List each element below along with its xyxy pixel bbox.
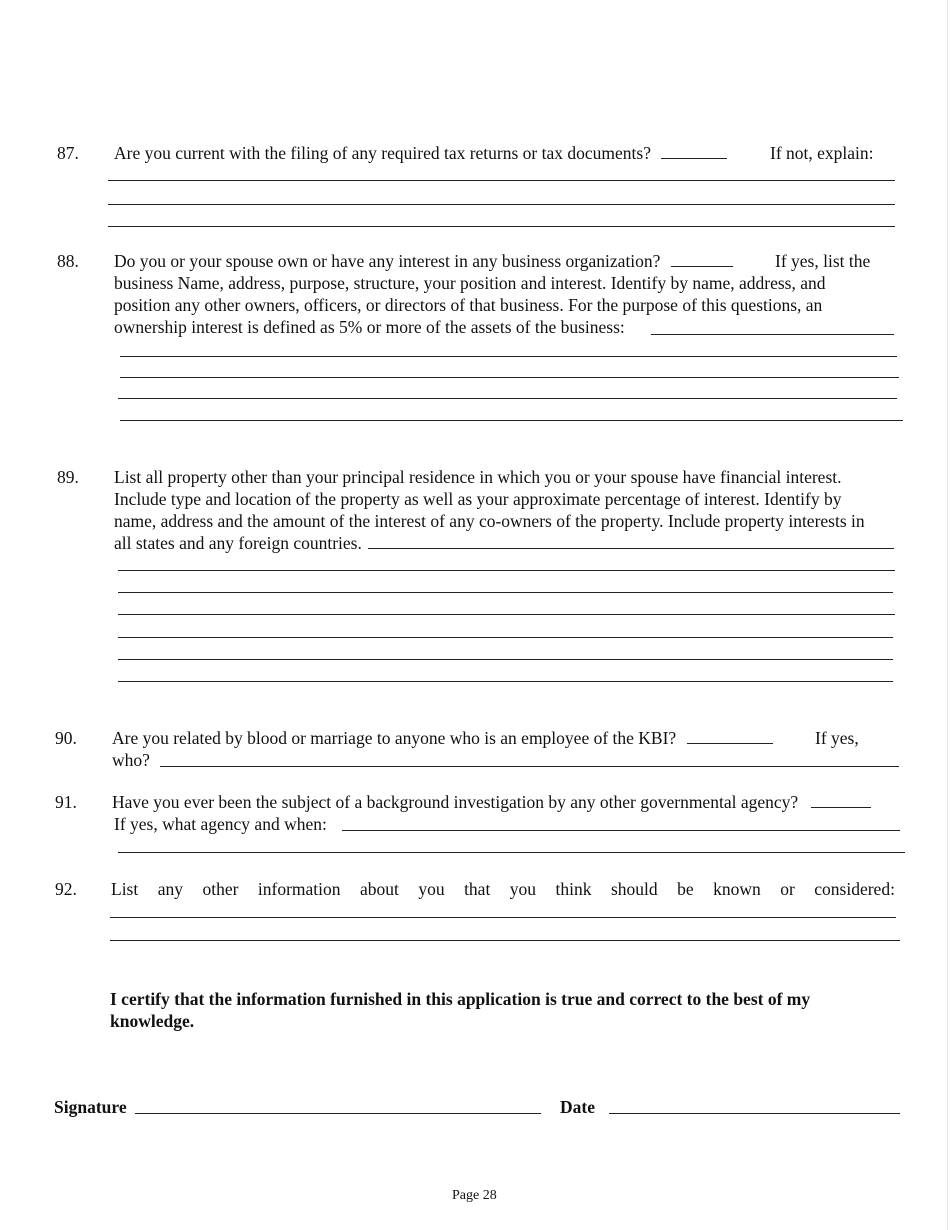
certification-line-2: knowledge. (110, 1011, 195, 1031)
answer-line-87-3[interactable] (108, 226, 895, 227)
answer-blank-87[interactable] (661, 144, 727, 159)
answer-blank-88[interactable] (671, 252, 733, 267)
question-number-92: 92. (55, 879, 77, 899)
question-89-line-3: name, address and the amount of the interest of any co-owners of the property. Include property interests in (114, 511, 865, 531)
answer-line-92-2[interactable] (110, 940, 900, 941)
certification-line-1: I certify that the information furnished in this application is true and correct to the best of my (110, 989, 811, 1009)
signature-label: Signature (54, 1097, 127, 1117)
answer-line-92-1[interactable] (110, 917, 896, 918)
question-90-text: Are you related by blood or marriage to anyone who is an employee of the KBI? (112, 728, 773, 750)
question-89-line-2: Include type and location of the property as well as your approximate percentage of interest. Identify by (114, 489, 842, 509)
answer-line-89-4[interactable] (118, 637, 893, 638)
question-88-line-3: position any other owners, officers, or directors of that business. For the purpose of this questions, an (114, 295, 823, 315)
question-88-line-4: ownership interest is defined as 5% or more of the assets of the business: (114, 317, 625, 337)
question-89-line-4: all states and any foreign countries. (114, 533, 362, 553)
answer-line-89-inline[interactable] (368, 548, 894, 549)
answer-line-88-inline[interactable] (651, 334, 894, 335)
question-91-text: Have you ever been the subject of a background investigation by any other governmental agency? (112, 792, 871, 814)
answer-line-89-2[interactable] (118, 592, 893, 593)
date-label: Date (560, 1097, 595, 1117)
question-87-trailer: If not, explain: (770, 143, 874, 163)
question-88-line-1: Do you or your spouse own or have any interest in any business organization? (114, 251, 733, 273)
question-88-trailer: If yes, list the (775, 251, 871, 271)
question-number-91: 91. (55, 792, 77, 812)
question-87-text: Are you current with the filing of any required tax returns or tax documents? (114, 143, 727, 165)
answer-line-88-4[interactable] (120, 420, 903, 421)
question-91-line-2: If yes, what agency and when: (114, 814, 327, 834)
date-line[interactable] (609, 1113, 900, 1114)
question-90-line-2: who? (112, 750, 150, 770)
answer-line-87-1[interactable] (108, 180, 895, 181)
answer-line-89-6[interactable] (118, 681, 893, 682)
question-number-90: 90. (55, 728, 77, 748)
answer-line-87-2[interactable] (108, 204, 895, 205)
question-89-line-1: List all property other than your principal residence in which you or your spouse have financial interest. (114, 467, 842, 487)
answer-line-90[interactable] (160, 766, 899, 767)
question-number-89: 89. (57, 467, 79, 487)
answer-blank-90[interactable] (687, 729, 773, 744)
question-92-text: List any other information about you that you think should be known or considered: (111, 879, 895, 899)
answer-line-89-1[interactable] (118, 570, 895, 571)
answer-line-91-inline[interactable] (342, 830, 900, 831)
page-edge (947, 0, 948, 1230)
answer-blank-91[interactable] (811, 793, 871, 808)
answer-line-89-3[interactable] (118, 614, 895, 615)
question-90-trailer: If yes, (815, 728, 859, 748)
page-number: Page 28 (452, 1188, 497, 1203)
question-number-87: 87. (57, 143, 79, 163)
answer-line-88-1[interactable] (120, 356, 897, 357)
question-88-line-2: business Name, address, purpose, structure, your position and interest. Identify by name, address, and (114, 273, 826, 293)
signature-line[interactable] (135, 1113, 541, 1114)
answer-line-91-1[interactable] (118, 852, 905, 853)
answer-line-88-2[interactable] (120, 377, 899, 378)
answer-line-89-5[interactable] (118, 659, 893, 660)
answer-line-88-3[interactable] (118, 398, 897, 399)
question-number-88: 88. (57, 251, 79, 271)
